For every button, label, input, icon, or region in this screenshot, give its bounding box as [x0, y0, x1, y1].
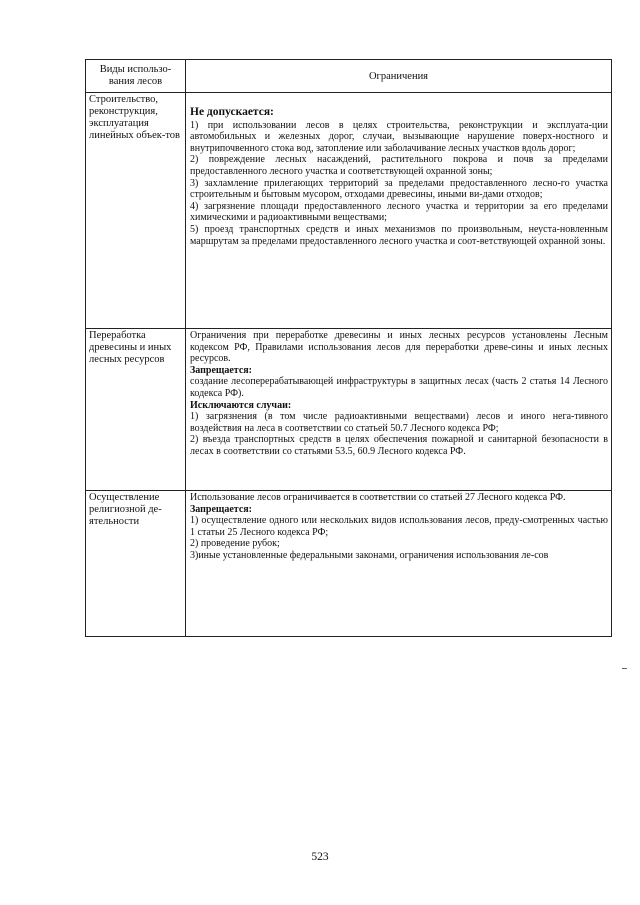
restriction-title: Не допускается: [190, 106, 274, 118]
header-restrictions: Ограничения [368, 70, 429, 82]
restriction-item: 4) загрязнение площади предоставленного лесного участка и территории за его пределами химическими и радиоактивными веществами; [190, 200, 608, 224]
row-construction-restrictions [190, 107, 608, 247]
row-divider [86, 328, 611, 329]
restriction-subtitle: Запрещается: [190, 364, 253, 376]
restriction-item: 1) загрязнения (в том числе радиоактивными веществами) лесов и иного нега-тивного воздействия на леса в соответствии со статьей 50.7 Лесного кодекса РФ; [190, 411, 608, 434]
restriction-item: 1) при использовании лесов в целях строительства, реконструкции и эксплуата-ции автомобильных и железных дорог, случаи, вызывающие нарушение поверх-ностного и внутрипочвенного стока вод, затопление или заболачивание лесных участков вдоль дорог; [190, 119, 608, 154]
restriction-item: создание лесоперерабатывающей инфраструктуры в защитных лесах (часть 2 статья 14 Лесного кодекса РФ). [190, 376, 608, 399]
restriction-item: 2) повреждение лесных насаждений, растительного покрова и почв за пределами предоставленного лесного участка и соответствующей охранной зоны; [190, 154, 608, 177]
header-usage-types: Виды использо-вания лесов [99, 64, 172, 87]
restriction-item: 3) захламление прилегающих территорий за пределами предоставленного лесно-го участка строительным и бытовым мусором, отходами древесины, иными ви-дами отходов; [190, 177, 608, 201]
page-number: 523 [311, 851, 329, 863]
row-divider [86, 490, 611, 491]
restriction-subtitle: Исключаются случаи: [190, 399, 292, 411]
restriction-intro: Использование лесов ограничивается в соответствии со статьей 27 Лесного кодекса РФ. [190, 492, 566, 503]
row-divider [86, 92, 611, 93]
row-wood-processing-type: Переработка древесины и иных лесных ресурсов [89, 330, 172, 365]
row-construction-type: Строительство, реконструкция, эксплуатация линейных объек-тов [89, 94, 180, 141]
row-wood-processing-restrictions [190, 330, 608, 458]
restriction-item: 2) проведение рубок; [190, 538, 280, 550]
restriction-item: 1) осуществление одного или нескольких видов использования лесов, преду-смотренных частью 1 статьи 25 Лесного кодекса РФ; [190, 515, 608, 538]
restriction-intro: Ограничения при переработке древесины и иных лесных ресурсов установлены Лесным кодексом РФ, Правилами использования лесов для переработки древе-сины и иных лесных ресурсов. [190, 330, 608, 365]
scan-mark [622, 668, 627, 669]
row-religious-type: Осуществление религиозной де-ятельности [89, 492, 162, 527]
row-religious-restrictions [190, 492, 608, 562]
restriction-item: 3)иные установленные федеральными законами, ограничения использования ле-сов [190, 549, 549, 561]
column-divider [185, 60, 186, 636]
restrictions-table [85, 59, 612, 637]
restriction-item: 5) проезд транспортных средств и иных механизмов по произвольным, неуста-новленным маршрутам за пределами предоставленного лесного участка и соот-ветствующей охранной зоны. [190, 223, 608, 247]
restriction-item: 2) въезда транспортных средств в целях обеспечения пожарной и санитарной безопасности в лесах в соответствии со статьями 53.5, 60.9 Лесного кодекса РФ. [190, 434, 608, 457]
restriction-subtitle: Запрещается: [190, 503, 253, 515]
